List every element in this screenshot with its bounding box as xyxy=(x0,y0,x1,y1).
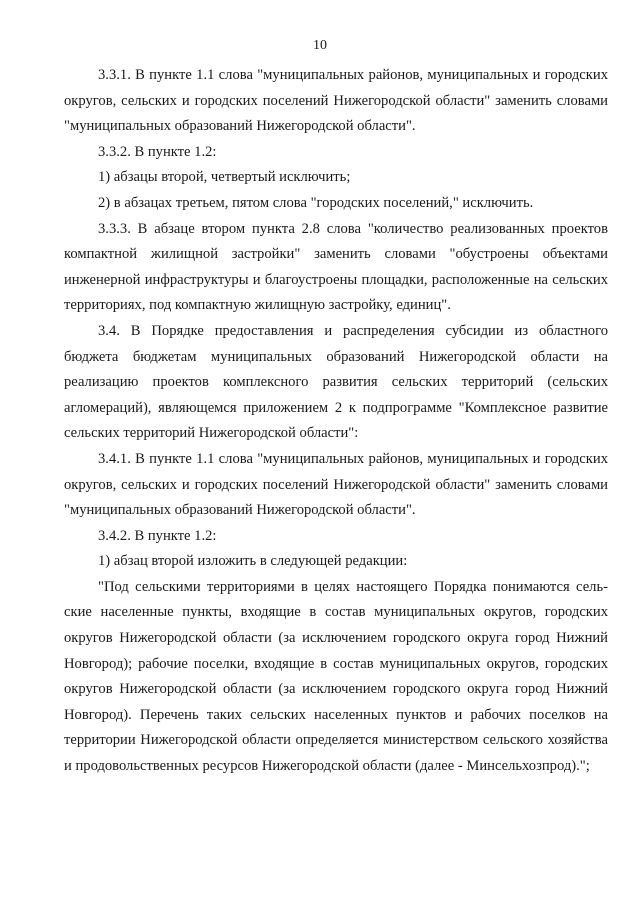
paragraph-item-2: 2) в абзацах третьем, пятом слова "городских поселений," исключить. xyxy=(98,194,534,211)
document-body xyxy=(64,63,608,780)
page-number: 10 xyxy=(313,38,327,53)
paragraph-3-4-2: 3.4.2. В пункте 1.2: xyxy=(98,527,217,544)
paragraph-3-3-1: 3.3.1. В пункте 1.1 слова "муниципальных районов, муниципальных и городских округов, сельских и городских поселений Нижегородской области" заменить словами "муниципальных образований Нижегородской области". xyxy=(64,67,608,135)
paragraph-3-3-3: 3.3.3. В абзаце втором пункта 2.8 слова "количество реализованных проектов компактной жилищной застройки" заменить словами "обустроены объектами инженерной инфраструктуры и благоустроены площадки, расположенные на сельских территориях, под компактную жилищную застройку, единиц". xyxy=(64,220,608,314)
paragraph-item-1-new-wording: 1) абзац второй изложить в следующей редакции: xyxy=(98,553,408,570)
paragraph-3-3-2: 3.3.2. В пункте 1.2: xyxy=(98,143,217,160)
paragraph-quoted-definition: "Под сельскими территориями в целях настоящего Порядка понимаются сельские населенные пункты, входящие в состав муниципальных округов, городских округов Нижегородской области (за исключением городского округа город Нижний Новгород); рабочие поселки, входящие в состав муниципальных округов, городских округов Нижегородской области (за исключением городского округа город Нижний Новгород). Перечень таких сельских населенных пунктов и рабочих поселков на территории Нижегородской области определяется министерством сельского хозяйства и продовольственных ресурсов Нижегородской области (далее - Минсельхозпрод)."; xyxy=(64,578,608,775)
paragraph-3-4: 3.4. В Порядке предоставления и распределения субсидии из областного бюджета бюджетам муниципальных образований Нижегородской области на реализацию проектов комплексного развития сельских территорий (сельских агломераций), являющемся приложением 2 к подпрограмме "Комплексное развитие сельских территорий Нижегородской области": xyxy=(64,322,608,442)
paragraph-3-4-1: 3.4.1. В пункте 1.1 слова "муниципальных районов, муниципальных и городских округов, сельских и городских поселений Нижегородской области" заменить словами "муниципальных образований Нижегородской области". xyxy=(64,450,608,519)
paragraph-item-1: 1) абзацы второй, четвертый исключить; xyxy=(98,169,351,186)
